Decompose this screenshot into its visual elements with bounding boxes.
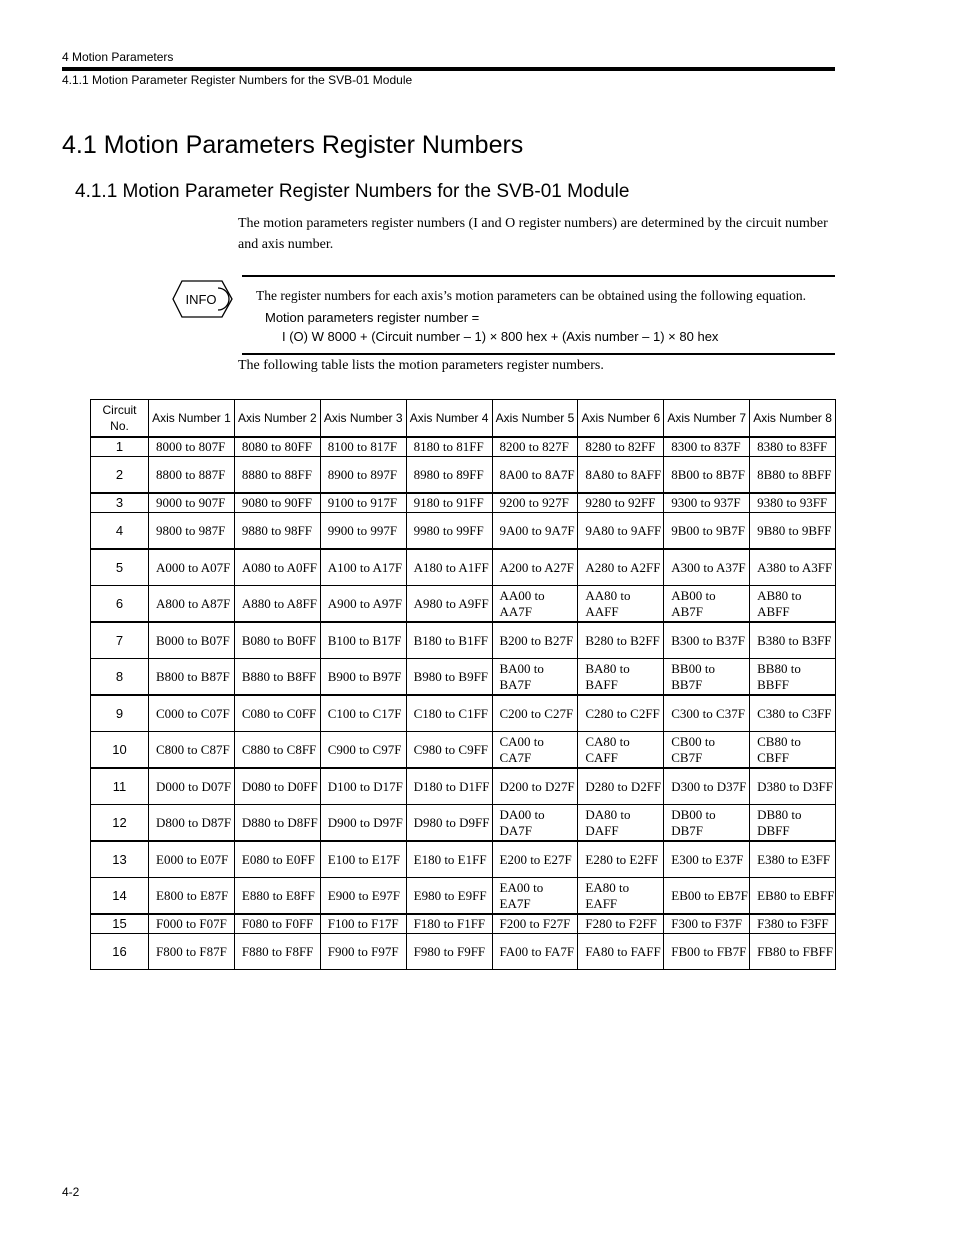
register-range-cell: D880 to D8FF [234,805,320,842]
register-range-cell: 8000 to 807F [149,437,235,457]
register-range-cell: E900 to E97F [320,878,406,915]
header-axis-4: Axis Number 4 [406,400,492,438]
register-range-cell: 8A00 to 8A7F [492,457,578,494]
circuit-number-cell: 14 [91,878,149,915]
circuit-number-cell: 2 [91,457,149,494]
register-range-cell: 8200 to 827F [492,437,578,457]
circuit-number-cell: 7 [91,622,149,659]
register-range-cell: B180 to B1FF [406,622,492,659]
register-range-cell: C880 to C8FF [234,732,320,769]
register-number-table [90,399,836,970]
register-range-cell: CA80 to CAFF [578,732,664,769]
circuit-number-cell: 12 [91,805,149,842]
register-range-cell: 9180 to 91FF [406,493,492,513]
circuit-number-cell: 8 [91,659,149,696]
register-range-cell: B980 to B9FF [406,659,492,696]
register-range-cell: A300 to A37F [664,549,750,586]
register-range-cell: 9380 to 93FF [750,493,836,513]
register-range-cell: DA80 to DAFF [578,805,664,842]
circuit-number-cell: 10 [91,732,149,769]
register-range-cell: B380 to B3FF [750,622,836,659]
register-range-cell: BA00 to BA7F [492,659,578,696]
register-range-cell: C380 to C3FF [750,695,836,732]
table-lead-text: The following table lists the motion parameters register numbers. [238,358,604,373]
register-range-cell: E800 to E87F [149,878,235,915]
table-row [91,659,836,696]
register-range-cell: E200 to E27F [492,841,578,878]
register-range-cell: 8100 to 817F [320,437,406,457]
register-range-cell: B200 to B27F [492,622,578,659]
page-number: 4-2 [62,1185,80,1199]
register-range-cell: D380 to D3FF [750,768,836,805]
register-range-cell: B080 to B0FF [234,622,320,659]
register-range-cell: BA80 to BAFF [578,659,664,696]
register-range-cell: B880 to B8FF [234,659,320,696]
register-range-cell: BB80 to BBFF [750,659,836,696]
table-row [91,457,836,494]
register-range-cell: F100 to F17F [320,914,406,934]
table-row [91,622,836,659]
register-range-cell: 8300 to 837F [664,437,750,457]
register-range-cell: 9A00 to 9A7F [492,513,578,550]
register-range-cell: A180 to A1FF [406,549,492,586]
register-range-cell: B800 to B87F [149,659,235,696]
register-range-cell: CB00 to CB7F [664,732,750,769]
header-axis-6: Axis Number 6 [578,400,664,438]
register-range-cell: 8080 to 80FF [234,437,320,457]
register-range-cell: B000 to B07F [149,622,235,659]
register-range-cell: A000 to A07F [149,549,235,586]
register-range-cell: D180 to D1FF [406,768,492,805]
register-range-cell: DB00 to DB7F [664,805,750,842]
register-range-cell: 8380 to 83FF [750,437,836,457]
header-axis-5: Axis Number 5 [492,400,578,438]
register-range-cell: DB80 to DBFF [750,805,836,842]
register-range-cell: E000 to E07F [149,841,235,878]
register-range-cell: F900 to F97F [320,934,406,970]
table-row [91,695,836,732]
register-range-cell: EA80 to EAFF [578,878,664,915]
register-range-cell: 9800 to 987F [149,513,235,550]
register-range-cell: C280 to C2FF [578,695,664,732]
register-range-cell: B280 to B2FF [578,622,664,659]
info-icon [172,279,234,319]
register-range-cell: 9280 to 92FF [578,493,664,513]
register-range-cell: 8880 to 88FF [234,457,320,494]
register-range-cell: F880 to F8FF [234,934,320,970]
register-range-cell: EA00 to EA7F [492,878,578,915]
register-range-cell: 9B80 to 9BFF [750,513,836,550]
circuit-number-cell: 3 [91,493,149,513]
register-range-cell: 8B80 to 8BFF [750,457,836,494]
register-range-cell: DA00 to DA7F [492,805,578,842]
register-range-cell: D300 to D37F [664,768,750,805]
register-range-cell: C300 to C37F [664,695,750,732]
register-range-cell: A380 to A3FF [750,549,836,586]
header-axis-1: Axis Number 1 [149,400,235,438]
register-range-cell: FB80 to FBFF [750,934,836,970]
register-range-cell: 9080 to 90FF [234,493,320,513]
register-range-cell: F080 to F0FF [234,914,320,934]
register-range-cell: 9A80 to 9AFF [578,513,664,550]
register-range-cell: 9B00 to 9B7F [664,513,750,550]
register-range-cell: 9880 to 98FF [234,513,320,550]
register-range-cell: 8980 to 89FF [406,457,492,494]
circuit-number-cell: 6 [91,586,149,623]
register-range-cell: AA80 to AAFF [578,586,664,623]
register-range-cell: 8280 to 82FF [578,437,664,457]
register-range-cell: CB80 to CBFF [750,732,836,769]
circuit-number-cell: 13 [91,841,149,878]
header-axis-3: Axis Number 3 [320,400,406,438]
register-range-cell: C200 to C27F [492,695,578,732]
register-range-cell: E100 to E17F [320,841,406,878]
register-range-cell: 9000 to 907F [149,493,235,513]
register-range-cell: F380 to F3FF [750,914,836,934]
table-row [91,768,836,805]
register-range-cell: 9300 to 937F [664,493,750,513]
register-range-cell: 8B00 to 8B7F [664,457,750,494]
register-range-cell: FA00 to FA7F [492,934,578,970]
table-header-row [91,400,836,438]
register-range-cell: C800 to C87F [149,732,235,769]
register-range-cell: A280 to A2FF [578,549,664,586]
register-range-cell: B100 to B17F [320,622,406,659]
register-range-cell: FB00 to FB7F [664,934,750,970]
register-range-cell: D080 to D0FF [234,768,320,805]
register-range-cell: D900 to D97F [320,805,406,842]
register-range-cell: C980 to C9FF [406,732,492,769]
table-row [91,841,836,878]
table-row [91,805,836,842]
register-range-cell: C900 to C97F [320,732,406,769]
circuit-number-cell: 5 [91,549,149,586]
table-row [91,934,836,970]
header-rule [62,67,835,71]
register-range-cell: E180 to E1FF [406,841,492,878]
header-axis-8: Axis Number 8 [750,400,836,438]
table-body [91,437,836,970]
table-row [91,513,836,550]
register-range-cell: A980 to A9FF [406,586,492,623]
register-range-cell: E080 to E0FF [234,841,320,878]
register-range-cell: E300 to E37F [664,841,750,878]
register-range-cell: A900 to A97F [320,586,406,623]
register-range-cell: E280 to E2FF [578,841,664,878]
register-range-cell: B300 to B37F [664,622,750,659]
register-range-cell: A200 to A27F [492,549,578,586]
running-header-subsection: 4.1.1 Motion Parameter Register Numbers for the SVB-01 Module [62,73,413,87]
header-circuit-no: Circuit No. [91,400,149,438]
table-row [91,914,836,934]
register-range-cell: 8900 to 897F [320,457,406,494]
register-range-cell: B900 to B97F [320,659,406,696]
equation-line-2: I (O) W 8000 + (Circuit number – 1) × 800 hex + (Axis number – 1) × 80 hex [282,329,719,344]
register-range-cell: F200 to F27F [492,914,578,934]
register-range-cell: F280 to F2FF [578,914,664,934]
register-range-cell: D000 to D07F [149,768,235,805]
table-row [91,878,836,915]
table-row [91,549,836,586]
register-range-cell: F800 to F87F [149,934,235,970]
register-range-cell: A100 to A17F [320,549,406,586]
header-axis-7: Axis Number 7 [664,400,750,438]
register-range-cell: D280 to D2FF [578,768,664,805]
register-range-cell: AA00 to AA7F [492,586,578,623]
circuit-number-cell: 16 [91,934,149,970]
register-range-cell: F980 to F9FF [406,934,492,970]
register-range-cell: F000 to F07F [149,914,235,934]
circuit-number-cell: 15 [91,914,149,934]
register-range-cell: 9900 to 997F [320,513,406,550]
register-range-cell: D800 to D87F [149,805,235,842]
register-range-cell: BB00 to BB7F [664,659,750,696]
circuit-number-cell: 4 [91,513,149,550]
register-range-cell: D980 to D9FF [406,805,492,842]
register-range-cell: C180 to C1FF [406,695,492,732]
header-axis-2: Axis Number 2 [234,400,320,438]
register-range-cell: 8180 to 81FF [406,437,492,457]
register-range-cell: E380 to E3FF [750,841,836,878]
circuit-number-cell: 9 [91,695,149,732]
circuit-number-cell: 11 [91,768,149,805]
register-range-cell: 9100 to 917F [320,493,406,513]
register-range-cell: E880 to E8FF [234,878,320,915]
register-range-cell: 8A80 to 8AFF [578,457,664,494]
register-range-cell: EB00 to EB7F [664,878,750,915]
intro-paragraph: The motion parameters register numbers (I and O register numbers) are determined by the circuit number and axis number. [238,216,828,252]
running-header-section: 4 Motion Parameters [62,50,174,64]
register-range-cell: F180 to F1FF [406,914,492,934]
info-text: The register numbers for each axis’s motion parameters can be obtained using the following equation. [256,288,806,303]
register-range-cell: C000 to C07F [149,695,235,732]
info-icon-label: INFO [185,292,217,307]
section-title: 4.1.1 Motion Parameter Register Numbers for the SVB-01 Module [75,181,630,202]
register-range-cell: E980 to E9FF [406,878,492,915]
register-range-cell: 8800 to 887F [149,457,235,494]
equation-line-1: Motion parameters register number = [265,310,480,325]
register-range-cell: CA00 to CA7F [492,732,578,769]
page-title: 4.1 Motion Parameters Register Numbers [62,131,524,159]
register-range-cell: FA80 to FAFF [578,934,664,970]
circuit-number-cell: 1 [91,437,149,457]
register-range-cell: A080 to A0FF [234,549,320,586]
register-range-cell: 9980 to 99FF [406,513,492,550]
register-range-cell: C080 to C0FF [234,695,320,732]
table-row [91,437,836,457]
register-range-cell: AB80 to ABFF [750,586,836,623]
register-range-cell: F300 to F37F [664,914,750,934]
register-range-cell: 9200 to 927F [492,493,578,513]
table-row [91,732,836,769]
register-range-cell: AB00 to AB7F [664,586,750,623]
register-range-cell: D100 to D17F [320,768,406,805]
table-row [91,493,836,513]
register-range-cell: EB80 to EBFF [750,878,836,915]
register-range-cell: D200 to D27F [492,768,578,805]
register-range-cell: A800 to A87F [149,586,235,623]
register-range-cell: C100 to C17F [320,695,406,732]
register-range-cell: A880 to A8FF [234,586,320,623]
table-row [91,586,836,623]
